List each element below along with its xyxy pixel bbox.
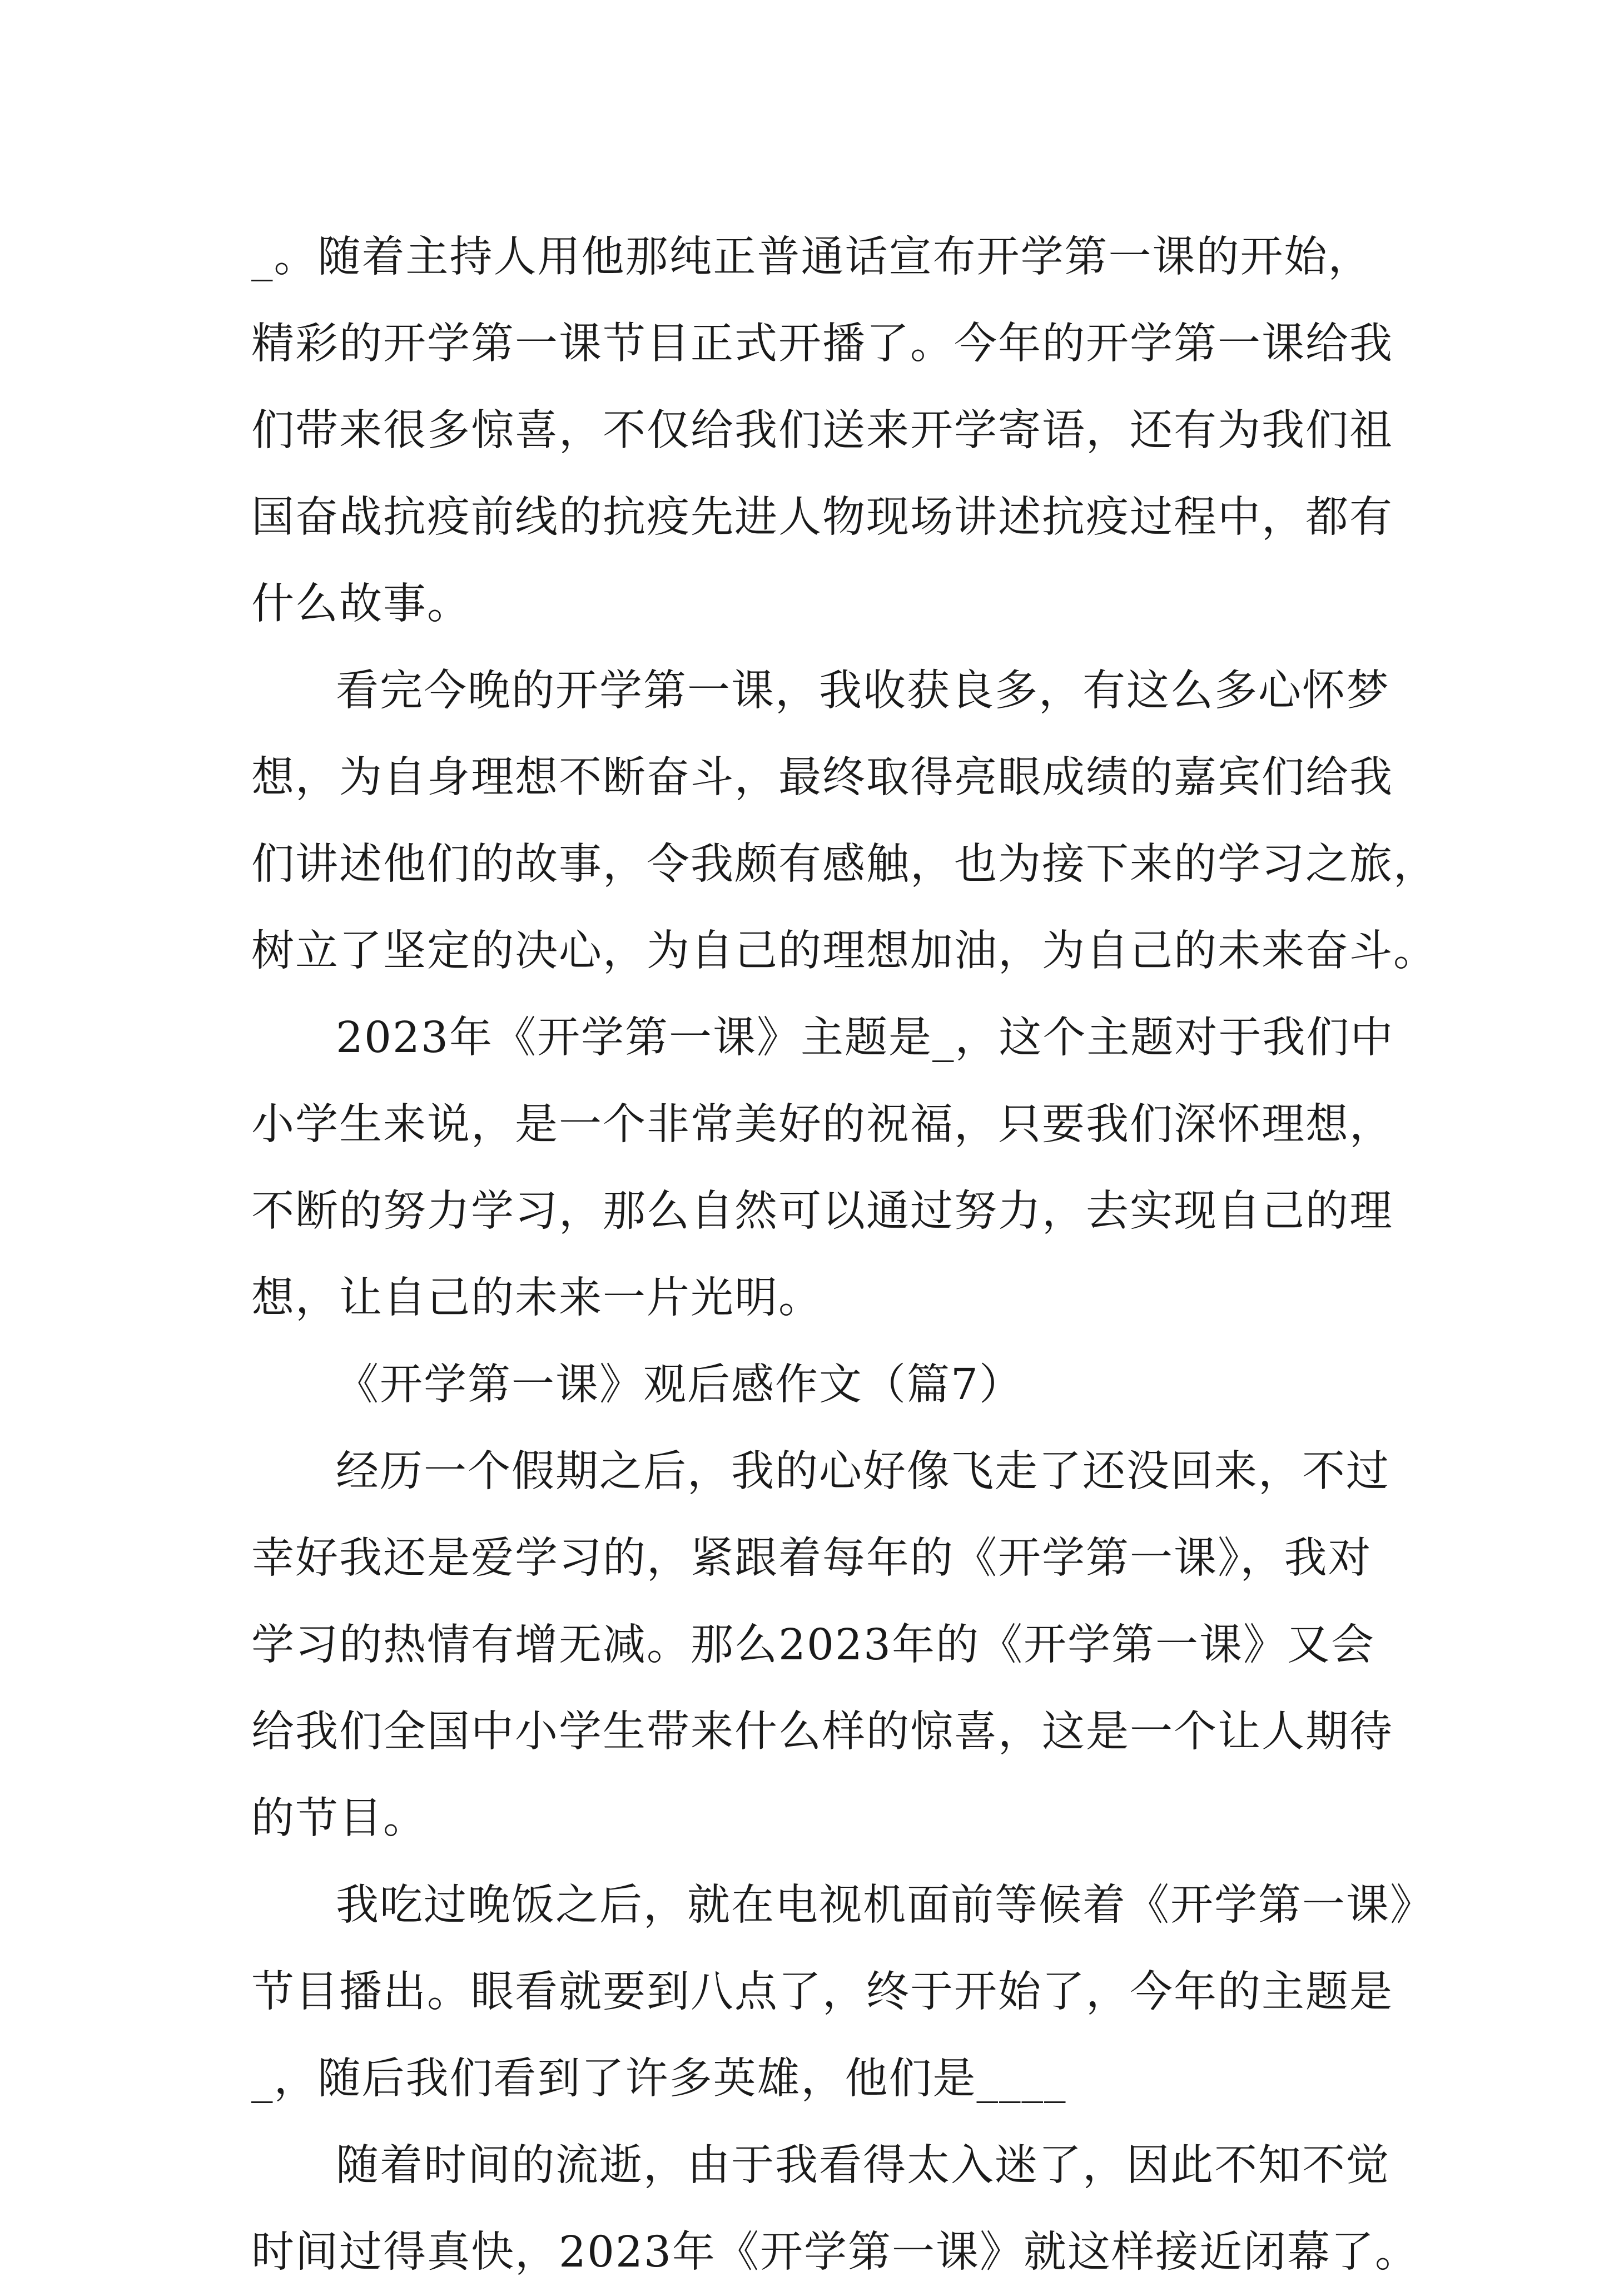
text-line: 的节目。 xyxy=(251,1794,427,1843)
text-line: 们带来很多惊喜，不仅给我们送来开学寄语，还有为我们祖 xyxy=(251,406,1393,455)
text-line: 想，为自身理想不断奋斗，最终取得亮眼成绩的嘉宾们给我 xyxy=(251,753,1393,802)
text-line: _。随着主持人用他那纯正普通话宣布开学第一课的开始， xyxy=(251,232,1372,282)
text-line: 想，让自己的未来一片光明。 xyxy=(251,1273,822,1323)
text-line: 精彩的开学第一课节目正式开播了。今年的开学第一课给我 xyxy=(251,319,1393,369)
text-line: 小学生来说，是一个非常美好的祝福，只要我们深怀理想， xyxy=(251,1100,1393,1149)
text-line: 什么故事。 xyxy=(251,579,471,629)
text-line: 学习的热情有增无减。那么2023年的《开学第一课》又会 xyxy=(251,1620,1375,1670)
text-line: 节目播出。眼看就要到八点了，终于开始了，今年的主题是 xyxy=(251,1967,1393,2017)
paragraph-start-line: 我吃过晚饭之后，就在电视机面前等候着《开学第一课》 xyxy=(336,1881,1434,1930)
paragraph-start-line: 2023年《开学第一课》主题是_，这个主题对于我们中 xyxy=(336,1013,1394,1063)
paragraph-start-line: 经历一个假期之后，我的心好像飞走了还没回来，不过 xyxy=(336,1447,1390,1496)
text-line: _，随后我们看到了许多英雄，他们是____ xyxy=(251,2054,1067,2104)
section-heading: 《开学第一课》观后感作文（篇7） xyxy=(336,1360,1023,1410)
paragraph-start-line: 随着时间的流逝，由于我看得太入迷了，因此不知不觉 xyxy=(336,2141,1390,2190)
text-line: 国奋战抗疫前线的抗疫先进人物现场讲述抗疫过程中，都有 xyxy=(251,493,1393,542)
text-line: 树立了坚定的决心，为自己的理想加油，为自己的未来奋斗。 xyxy=(251,926,1437,976)
paragraph-start-line: 看完今晚的开学第一课，我收获良多，有这么多心怀梦 xyxy=(336,666,1390,716)
text-line: 时间过得真快，2023年《开学第一课》就这样接近闭幕了。 xyxy=(251,2228,1419,2277)
text-line: 们讲述他们的故事，令我颇有感触，也为接下来的学习之旅， xyxy=(251,840,1437,889)
text-line: 不断的努力学习，那么自然可以通过努力，去实现自己的理 xyxy=(251,1187,1393,1236)
text-line: 给我们全国中小学生带来什么样的惊喜，这是一个让人期待 xyxy=(251,1707,1393,1757)
text-line: 幸好我还是爱学习的，紧跟着每年的《开学第一课》，我对 xyxy=(251,1534,1372,1583)
essay-body xyxy=(251,214,1437,2296)
